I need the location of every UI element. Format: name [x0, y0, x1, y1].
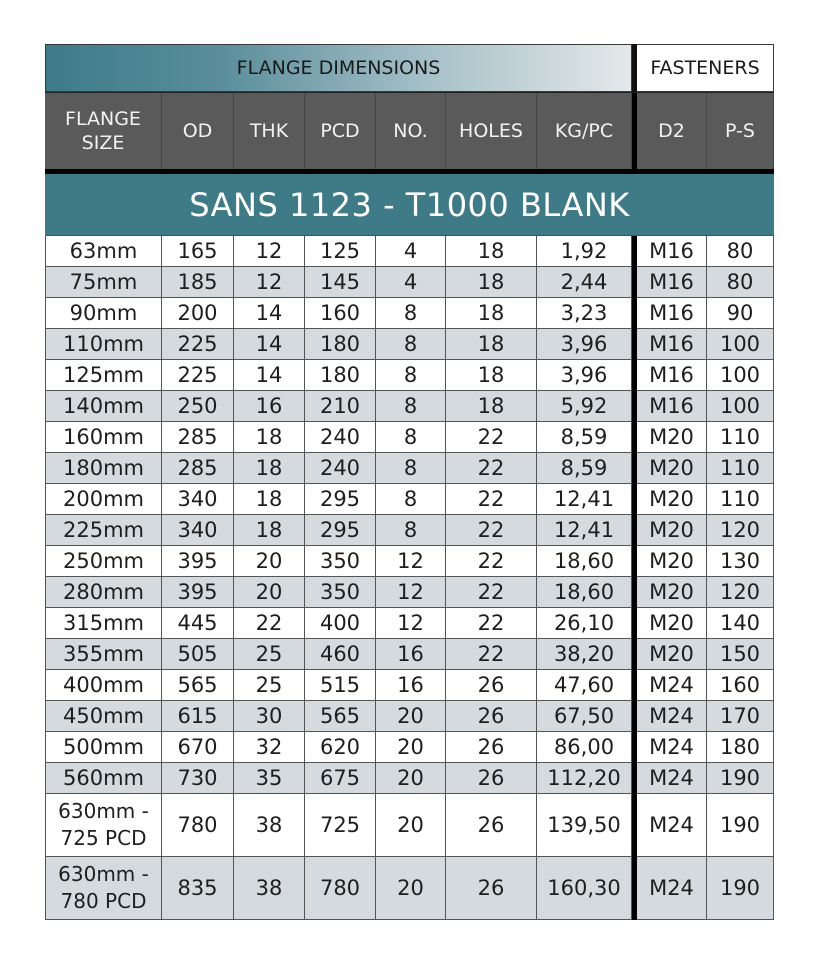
- cell-pcd: 565: [305, 701, 376, 732]
- cell-no: 12: [376, 546, 446, 577]
- cell-holes: 18: [446, 236, 537, 267]
- cell-flange-size: 450mm: [45, 701, 162, 732]
- table-row: [45, 267, 774, 298]
- cell-od: 285: [162, 453, 234, 484]
- cell-holes: 18: [446, 391, 537, 422]
- cell-pcd: 780: [305, 857, 376, 920]
- table-row: [45, 515, 774, 546]
- col-header-kg-pc: KG/PC: [537, 93, 632, 169]
- cell-no: 16: [376, 670, 446, 701]
- cell-d2: M24: [637, 732, 707, 763]
- cell-kg-pc: 3,96: [537, 329, 632, 360]
- cell-holes: 22: [446, 546, 537, 577]
- cell-pcd: 240: [305, 422, 376, 453]
- cell-holes: 26: [446, 794, 537, 857]
- cell-holes: 26: [446, 670, 537, 701]
- cell-od: 670: [162, 732, 234, 763]
- cell-od: 730: [162, 763, 234, 794]
- cell-d2: M16: [637, 391, 707, 422]
- table-row: [45, 577, 774, 608]
- cell-thk: 18: [234, 453, 305, 484]
- cell-od: 780: [162, 794, 234, 857]
- cell-pcd: 295: [305, 484, 376, 515]
- table-title: SANS 1123 - T1000 BLANK: [45, 174, 774, 236]
- table-row: [45, 236, 774, 267]
- cell-flange-size: 250mm: [45, 546, 162, 577]
- cell-kg-pc: 26,10: [537, 608, 632, 639]
- cell-thk: 20: [234, 546, 305, 577]
- cell-od: 835: [162, 857, 234, 920]
- cell-od: 340: [162, 515, 234, 546]
- cell-flange-size: 200mm: [45, 484, 162, 515]
- cell-holes: 18: [446, 298, 537, 329]
- cell-holes: 22: [446, 453, 537, 484]
- cell-p-s: 110: [707, 484, 774, 515]
- cell-no: 20: [376, 701, 446, 732]
- cell-flange-size: 500mm: [45, 732, 162, 763]
- cell-thk: 25: [234, 670, 305, 701]
- cell-flange-size: 75mm: [45, 267, 162, 298]
- cell-holes: 22: [446, 639, 537, 670]
- col-header-d2: D2: [637, 93, 707, 169]
- cell-od: 225: [162, 329, 234, 360]
- cell-d2: M20: [637, 515, 707, 546]
- cell-d2: M16: [637, 360, 707, 391]
- cell-thk: 30: [234, 701, 305, 732]
- cell-kg-pc: 47,60: [537, 670, 632, 701]
- cell-pcd: 295: [305, 515, 376, 546]
- cell-p-s: 170: [707, 701, 774, 732]
- cell-flange-size: 630mm - 725 PCD: [45, 794, 162, 857]
- cell-pcd: 675: [305, 763, 376, 794]
- cell-thk: 22: [234, 608, 305, 639]
- cell-flange-size: 140mm: [45, 391, 162, 422]
- cell-od: 250: [162, 391, 234, 422]
- cell-od: 395: [162, 546, 234, 577]
- cell-d2: M16: [637, 236, 707, 267]
- cell-d2: M24: [637, 763, 707, 794]
- cell-kg-pc: 3,96: [537, 360, 632, 391]
- cell-od: 565: [162, 670, 234, 701]
- cell-p-s: 190: [707, 794, 774, 857]
- cell-pcd: 125: [305, 236, 376, 267]
- table-row: [45, 763, 774, 794]
- cell-thk: 38: [234, 857, 305, 920]
- cell-od: 445: [162, 608, 234, 639]
- cell-d2: M24: [637, 701, 707, 732]
- cell-flange-size: 90mm: [45, 298, 162, 329]
- table-row: [45, 453, 774, 484]
- cell-no: 20: [376, 763, 446, 794]
- cell-od: 395: [162, 577, 234, 608]
- cell-flange-size: 355mm: [45, 639, 162, 670]
- cell-holes: 26: [446, 857, 537, 920]
- cell-flange-size: 630mm - 780 PCD: [45, 857, 162, 920]
- table-row: [45, 732, 774, 763]
- table-body: [45, 236, 774, 920]
- cell-pcd: 210: [305, 391, 376, 422]
- table-row: [45, 546, 774, 577]
- cell-pcd: 725: [305, 794, 376, 857]
- cell-kg-pc: 86,00: [537, 732, 632, 763]
- cell-holes: 22: [446, 484, 537, 515]
- cell-flange-size: 110mm: [45, 329, 162, 360]
- col-header-thk: THK: [234, 93, 305, 169]
- cell-thk: 16: [234, 391, 305, 422]
- col-header-od: OD: [162, 93, 234, 169]
- cell-p-s: 120: [707, 577, 774, 608]
- cell-p-s: 160: [707, 670, 774, 701]
- cell-pcd: 240: [305, 453, 376, 484]
- cell-p-s: 120: [707, 515, 774, 546]
- cell-od: 225: [162, 360, 234, 391]
- cell-od: 505: [162, 639, 234, 670]
- cell-no: 4: [376, 236, 446, 267]
- cell-pcd: 620: [305, 732, 376, 763]
- cell-no: 8: [376, 453, 446, 484]
- cell-holes: 26: [446, 701, 537, 732]
- cell-d2: M24: [637, 857, 707, 920]
- cell-no: 8: [376, 298, 446, 329]
- cell-holes: 22: [446, 422, 537, 453]
- cell-thk: 25: [234, 639, 305, 670]
- cell-p-s: 130: [707, 546, 774, 577]
- cell-thk: 18: [234, 515, 305, 546]
- cell-thk: 20: [234, 577, 305, 608]
- cell-flange-size: 315mm: [45, 608, 162, 639]
- table-row: [45, 360, 774, 391]
- cell-pcd: 145: [305, 267, 376, 298]
- cell-no: 8: [376, 422, 446, 453]
- cell-no: 8: [376, 360, 446, 391]
- cell-d2: M20: [637, 639, 707, 670]
- table-row: [45, 794, 774, 857]
- cell-holes: 22: [446, 577, 537, 608]
- cell-pcd: 160: [305, 298, 376, 329]
- flange-dimensions-header: FLANGE DIMENSIONS: [45, 44, 632, 92]
- cell-kg-pc: 38,20: [537, 639, 632, 670]
- cell-p-s: 80: [707, 267, 774, 298]
- cell-thk: 38: [234, 794, 305, 857]
- cell-od: 285: [162, 422, 234, 453]
- table-row: [45, 329, 774, 360]
- cell-flange-size: 63mm: [45, 236, 162, 267]
- cell-no: 4: [376, 267, 446, 298]
- cell-flange-size: 400mm: [45, 670, 162, 701]
- flange-table: [45, 44, 774, 920]
- table-row: [45, 298, 774, 329]
- cell-pcd: 400: [305, 608, 376, 639]
- cell-kg-pc: 18,60: [537, 546, 632, 577]
- col-header-p-s: P-S: [707, 93, 774, 169]
- table-row: [45, 608, 774, 639]
- table-row: [45, 670, 774, 701]
- cell-thk: 14: [234, 298, 305, 329]
- cell-kg-pc: 112,20: [537, 763, 632, 794]
- cell-thk: 18: [234, 484, 305, 515]
- cell-no: 8: [376, 484, 446, 515]
- cell-pcd: 460: [305, 639, 376, 670]
- cell-pcd: 180: [305, 329, 376, 360]
- cell-holes: 22: [446, 608, 537, 639]
- cell-p-s: 150: [707, 639, 774, 670]
- cell-d2: M16: [637, 329, 707, 360]
- cell-kg-pc: 12,41: [537, 515, 632, 546]
- group-header-row: [45, 44, 774, 92]
- fasteners-header: FASTENERS: [637, 44, 774, 92]
- cell-kg-pc: 5,92: [537, 391, 632, 422]
- cell-holes: 22: [446, 515, 537, 546]
- cell-flange-size: 225mm: [45, 515, 162, 546]
- cell-p-s: 100: [707, 360, 774, 391]
- cell-od: 615: [162, 701, 234, 732]
- cell-thk: 35: [234, 763, 305, 794]
- cell-p-s: 110: [707, 453, 774, 484]
- cell-od: 340: [162, 484, 234, 515]
- cell-d2: M20: [637, 453, 707, 484]
- column-header-row: [45, 92, 774, 169]
- cell-flange-size: 560mm: [45, 763, 162, 794]
- cell-kg-pc: 18,60: [537, 577, 632, 608]
- cell-no: 20: [376, 732, 446, 763]
- cell-d2: M16: [637, 267, 707, 298]
- cell-kg-pc: 67,50: [537, 701, 632, 732]
- cell-no: 20: [376, 794, 446, 857]
- cell-kg-pc: 3,23: [537, 298, 632, 329]
- cell-thk: 12: [234, 236, 305, 267]
- cell-no: 12: [376, 608, 446, 639]
- cell-d2: M24: [637, 670, 707, 701]
- cell-od: 165: [162, 236, 234, 267]
- cell-p-s: 190: [707, 763, 774, 794]
- cell-holes: 26: [446, 763, 537, 794]
- cell-flange-size: 125mm: [45, 360, 162, 391]
- col-header-holes: HOLES: [446, 93, 537, 169]
- cell-flange-size: 280mm: [45, 577, 162, 608]
- cell-holes: 18: [446, 329, 537, 360]
- cell-d2: M20: [637, 546, 707, 577]
- table-row: [45, 391, 774, 422]
- cell-d2: M20: [637, 484, 707, 515]
- cell-p-s: 100: [707, 391, 774, 422]
- cell-pcd: 180: [305, 360, 376, 391]
- cell-no: 20: [376, 857, 446, 920]
- cell-no: 12: [376, 577, 446, 608]
- cell-thk: 12: [234, 267, 305, 298]
- cell-thk: 14: [234, 329, 305, 360]
- cell-no: 8: [376, 329, 446, 360]
- cell-kg-pc: 8,59: [537, 422, 632, 453]
- cell-kg-pc: 2,44: [537, 267, 632, 298]
- cell-p-s: 110: [707, 422, 774, 453]
- cell-kg-pc: 160,30: [537, 857, 632, 920]
- table-row: [45, 857, 774, 920]
- cell-holes: 18: [446, 267, 537, 298]
- cell-pcd: 515: [305, 670, 376, 701]
- cell-d2: M20: [637, 577, 707, 608]
- cell-no: 8: [376, 391, 446, 422]
- cell-d2: M20: [637, 608, 707, 639]
- cell-flange-size: 160mm: [45, 422, 162, 453]
- cell-flange-size: 180mm: [45, 453, 162, 484]
- table-row: [45, 484, 774, 515]
- col-header-pcd: PCD: [305, 93, 376, 169]
- cell-thk: 32: [234, 732, 305, 763]
- cell-holes: 18: [446, 360, 537, 391]
- cell-no: 16: [376, 639, 446, 670]
- cell-p-s: 90: [707, 298, 774, 329]
- cell-d2: M20: [637, 422, 707, 453]
- cell-kg-pc: 1,92: [537, 236, 632, 267]
- cell-p-s: 100: [707, 329, 774, 360]
- cell-p-s: 80: [707, 236, 774, 267]
- cell-p-s: 190: [707, 857, 774, 920]
- cell-thk: 14: [234, 360, 305, 391]
- cell-p-s: 180: [707, 732, 774, 763]
- cell-d2: M16: [637, 298, 707, 329]
- table-row: [45, 422, 774, 453]
- col-header-no: NO.: [376, 93, 446, 169]
- cell-d2: M24: [637, 794, 707, 857]
- table-row: [45, 701, 774, 732]
- col-header-flange-size: FLANGE SIZE: [45, 93, 162, 169]
- cell-kg-pc: 139,50: [537, 794, 632, 857]
- cell-no: 8: [376, 515, 446, 546]
- cell-thk: 18: [234, 422, 305, 453]
- cell-p-s: 140: [707, 608, 774, 639]
- cell-pcd: 350: [305, 577, 376, 608]
- cell-pcd: 350: [305, 546, 376, 577]
- cell-holes: 26: [446, 732, 537, 763]
- cell-kg-pc: 12,41: [537, 484, 632, 515]
- cell-od: 185: [162, 267, 234, 298]
- table-row: [45, 639, 774, 670]
- cell-kg-pc: 8,59: [537, 453, 632, 484]
- cell-od: 200: [162, 298, 234, 329]
